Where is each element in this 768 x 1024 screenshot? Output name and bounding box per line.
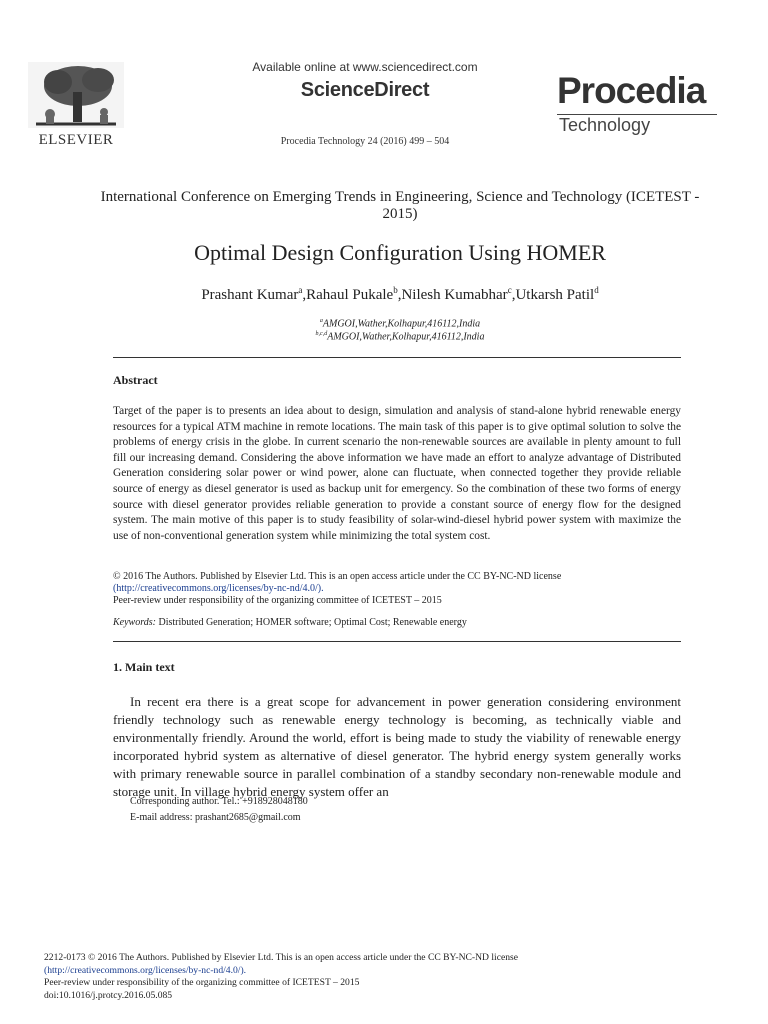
affiliation-text: AMGOI,Wather,Kolhapur,416112,India [327,331,485,343]
footer-license: 2212-0173 © 2016 The Authors. Published by Elsevier Ltd. This is an open access article under the CC BY-NC-ND license [44,952,519,963]
affiliation-text: AMGOI,Wather,Kolhapur,416112,India [322,318,481,330]
author-sep: , [397,287,402,303]
footer-license-link[interactable]: (http://creativecommons.org/licenses/by-nc-nd/4.0/). [44,964,247,976]
page-footer [44,952,684,1002]
journal-reference: Procedia Technology 24 (2016) 499 – 504 [280,136,450,147]
sciencedirect-wordmark: ScienceDirect [300,79,430,101]
elsevier-tree-icon [28,62,124,128]
author-list [80,285,720,304]
affiliation [200,331,600,342]
procedia-subtitle: Technology [559,115,651,135]
divider [113,357,681,358]
footer-doi: doi:10.1016/j.protcy.2016.05.085 [44,989,173,1001]
author-sup: c [507,285,512,295]
paper-title: Optimal Design Configuration Using HOMER [194,240,606,265]
author-sep: , [511,287,516,303]
affiliation [200,318,600,329]
affiliation-sup: a [319,318,323,324]
available-online-text: Available online at www.sciencedirect.com [252,60,478,74]
main-text-paragraph [113,693,681,801]
author-name: Rahaul Pukale [306,287,394,303]
abstract-heading: Abstract [113,373,158,387]
author-name: Nilesh Kumabhar [401,287,508,303]
author-sup: b [393,285,398,295]
author-sup: d [594,285,599,295]
license-link[interactable]: (http://creativecommons.org/licenses/by-nc-nd/4.0/). [113,583,324,594]
author-name: Prashant Kumar [201,287,299,303]
conference-name: International Conference on Emerging Trends in Engineering, Science and Technology (ICETEST - 2015) [100,189,700,222]
author-name: Utkarsh Patil [515,287,595,303]
section-heading: 1. Main text [113,660,175,674]
keywords-text: Distributed Generation; HOMER software; Optimal Cost; Renewable energy [158,617,467,628]
license-notice [113,571,681,607]
peer-review-line: Peer-review under responsibility of the organizing committee of ICETEST – 2015 [113,595,442,606]
abstract-body: Target of the paper is to presents an idea about to design, simulation and analysis of stand-alone hybrid renewable energy resources for a typical ATM machine in remote locations. The main task of this paper is to give optimal solution to solve the problems of energy crisis in the globe. In current scenario the non-renewable sources are available in plenty amount to full fill our increasing demand. Considering the above information we have made an effort to analyze advantage of Distributed Generation considering solar power or wind power, alone can fluctuate, when connected together they provide reliable source of energy as diesel generator is used as backup unit for emergency. So the combination of these two forms of energy source with diesel generator provides reliable generation to provide a constant source of energy flow for the designed system. The main motive of this paper is to study feasibility of solar-wind-diesel hybrid power system with maximize the use of non-conventional generation system while minimizing the total system cost. [113,405,681,542]
keywords-line [113,617,681,629]
procedia-wordmark: Procedia [557,70,706,111]
author-sup: a [298,285,303,295]
divider [113,641,681,642]
elsevier-logo [24,62,128,146]
corresponding-author: Corresponding author. Tel.: +918928048180 [130,796,308,807]
email-address: E-mail address: prashant2685@gmail.com [130,812,301,823]
elsevier-wordmark: ELSEVIER [38,132,114,148]
footer-peer-review: Peer-review under responsibility of the organizing committee of ICETEST – 2015 [44,977,360,988]
main-text: In recent era there is a great scope for advancement in power generation considering environment friendly technology such as renewable energy technology is becoming, as technically viable and environmentally friendly. Around the world, effort is being made to study the viability of renewable energy incorporated hybrid system as alternative of diesel generator. The hybrid energy system generally works with primary renewable source in parallel combination of a standby secondary non-renewable module and storage unit. In village hybrid energy system offer an [113,694,681,799]
affiliation-sup: b,c,d [315,331,328,337]
author-sep: , [302,287,307,303]
keywords-label: Keywords: [113,617,156,628]
license-line: © 2016 The Authors. Published by Elsevier Ltd. This is an open access article under the CC BY-NC-ND license [113,571,562,582]
